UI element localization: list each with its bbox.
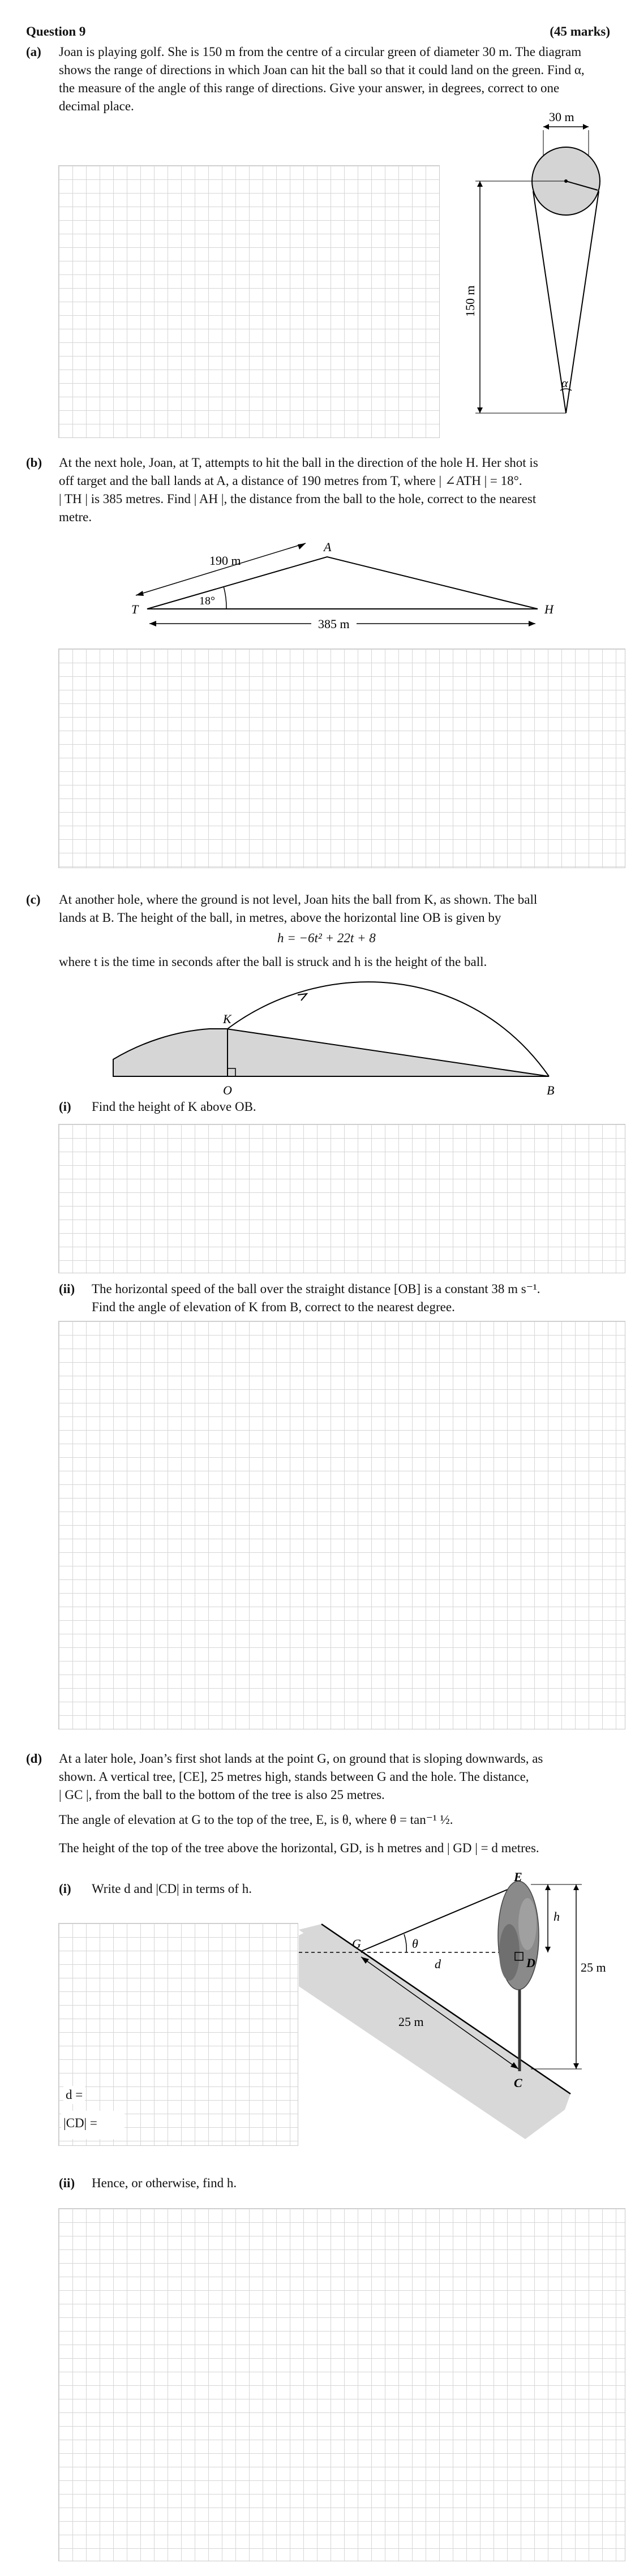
answer-cd-label: |CD| = [63, 2116, 97, 2130]
label-385m: 385 m [318, 617, 350, 631]
point-A: A [324, 540, 332, 554]
question-marks: (45 marks) [550, 24, 610, 38]
part-c-ii-line1: The horizontal speed of the ball over the straight distance [OB] is a constant 38 m s⁻¹. [92, 1282, 540, 1296]
green-diagram [464, 108, 611, 436]
part-b-line1: At the next hole, Joan, at T, attempts to hit the ball in the direction of the hole H. Her shot is [59, 456, 538, 470]
answer-grid-c-i[interactable] [58, 1124, 625, 1273]
answer-grid-d-ii[interactable] [58, 2208, 625, 2561]
point-T: T [131, 602, 139, 616]
part-b-line3: | TH | is 385 metres. Find | AH |, the distance from the ball to the hole, correct to the nearest [59, 492, 537, 506]
point-C: C [514, 2076, 522, 2090]
part-c-i-text: Find the height of K above OB. [92, 1100, 256, 1114]
point-H: H [544, 602, 554, 616]
point-O: O [223, 1083, 232, 1097]
part-d-ii-text: Hence, or otherwise, find h. [92, 2176, 237, 2190]
part-c-line2: lands at B. The height of the ball, in metres, above the horizontal line OB is given by [59, 911, 501, 925]
part-a-label: (a) [26, 45, 41, 59]
label-h: h [554, 1909, 560, 1924]
point-K: K [223, 1012, 231, 1026]
point-B: B [547, 1083, 555, 1097]
part-d-line2: shown. A vertical tree, [CE], 25 metres high, stands between G and the hole. The distance, [59, 1770, 529, 1784]
part-d-i-label: (i) [59, 1882, 71, 1896]
part-c-label: (c) [26, 892, 41, 907]
part-d-line4: The angle of elevation at G to the top of the tree, E, is θ, where θ = tan⁻¹ ½. [59, 1813, 453, 1827]
point-G: G [352, 1937, 361, 1951]
point-E: E [514, 1870, 522, 1884]
part-d-ii-label: (ii) [59, 2176, 75, 2190]
part-c-ii-label: (ii) [59, 1282, 75, 1296]
triangle-diagram [125, 531, 566, 644]
part-c-line3: where t is the time in seconds after the ball is struck and h is the height of the ball. [59, 955, 487, 969]
part-c-ii-line2: Find the angle of elevation of K from B, correct to the nearest degree. [92, 1300, 455, 1314]
label-190m: 190 m [209, 553, 241, 568]
question-title: Question 9 [26, 24, 86, 38]
part-d-i-text: Write d and |CD| in terms of h. [92, 1882, 252, 1896]
answer-grid-b[interactable] [58, 649, 625, 868]
label-alpha: α [561, 376, 568, 390]
label-25m-vertical: 25 m [581, 1960, 606, 1974]
tree-slope-diagram [299, 1870, 627, 2173]
part-d-line1: At a later hole, Joan’s first shot lands at the point G, on ground that is sloping downwards, as [59, 1751, 543, 1766]
part-c-line1: At another hole, where the ground is not level, Joan hits the ball from K, as shown. The ball [59, 892, 538, 907]
part-b-line4: metre. [59, 510, 92, 524]
part-d-line5: The height of the top of the tree above the horizontal, GD, is h metres and | GD | = d metres. [59, 1841, 539, 1855]
label-d: d [435, 1957, 441, 1971]
part-d-line3: | GC |, from the ball to the bottom of the tree is also 25 metres. [59, 1788, 385, 1802]
part-c-i-label: (i) [59, 1100, 71, 1114]
part-c-formula: h = −6t² + 22t + 8 [277, 931, 376, 945]
answer-grid-a[interactable] [58, 165, 440, 438]
part-a-text: Joan is playing golf. She is 150 m from the centre of a circular green of diameter 30 m. The diagram shows the range of directions in which Joan can hit the ball so that it could land on the green. Find α, the measure of the angle of this range of directions. Give your answer, in degrees, correct to one decimal place. [59, 45, 585, 113]
answer-d-label: d = [63, 2086, 85, 2104]
label-18deg: 18° [199, 595, 215, 607]
part-b-label: (b) [26, 456, 42, 470]
part-d-label: (d) [26, 1751, 42, 1766]
slope-diagram [108, 974, 583, 1105]
label-150m: 150 m [463, 285, 477, 317]
point-D: D [526, 1956, 535, 1970]
label-30m: 30 m [549, 110, 574, 124]
label-25m-slope: 25 m [398, 2015, 424, 2029]
label-theta: θ [412, 1937, 418, 1951]
answer-grid-c-ii[interactable] [58, 1321, 625, 1729]
part-b-line2: off target and the ball lands at A, a distance of 190 metres from T, where | ∠ATH | = 18°. [59, 474, 522, 488]
